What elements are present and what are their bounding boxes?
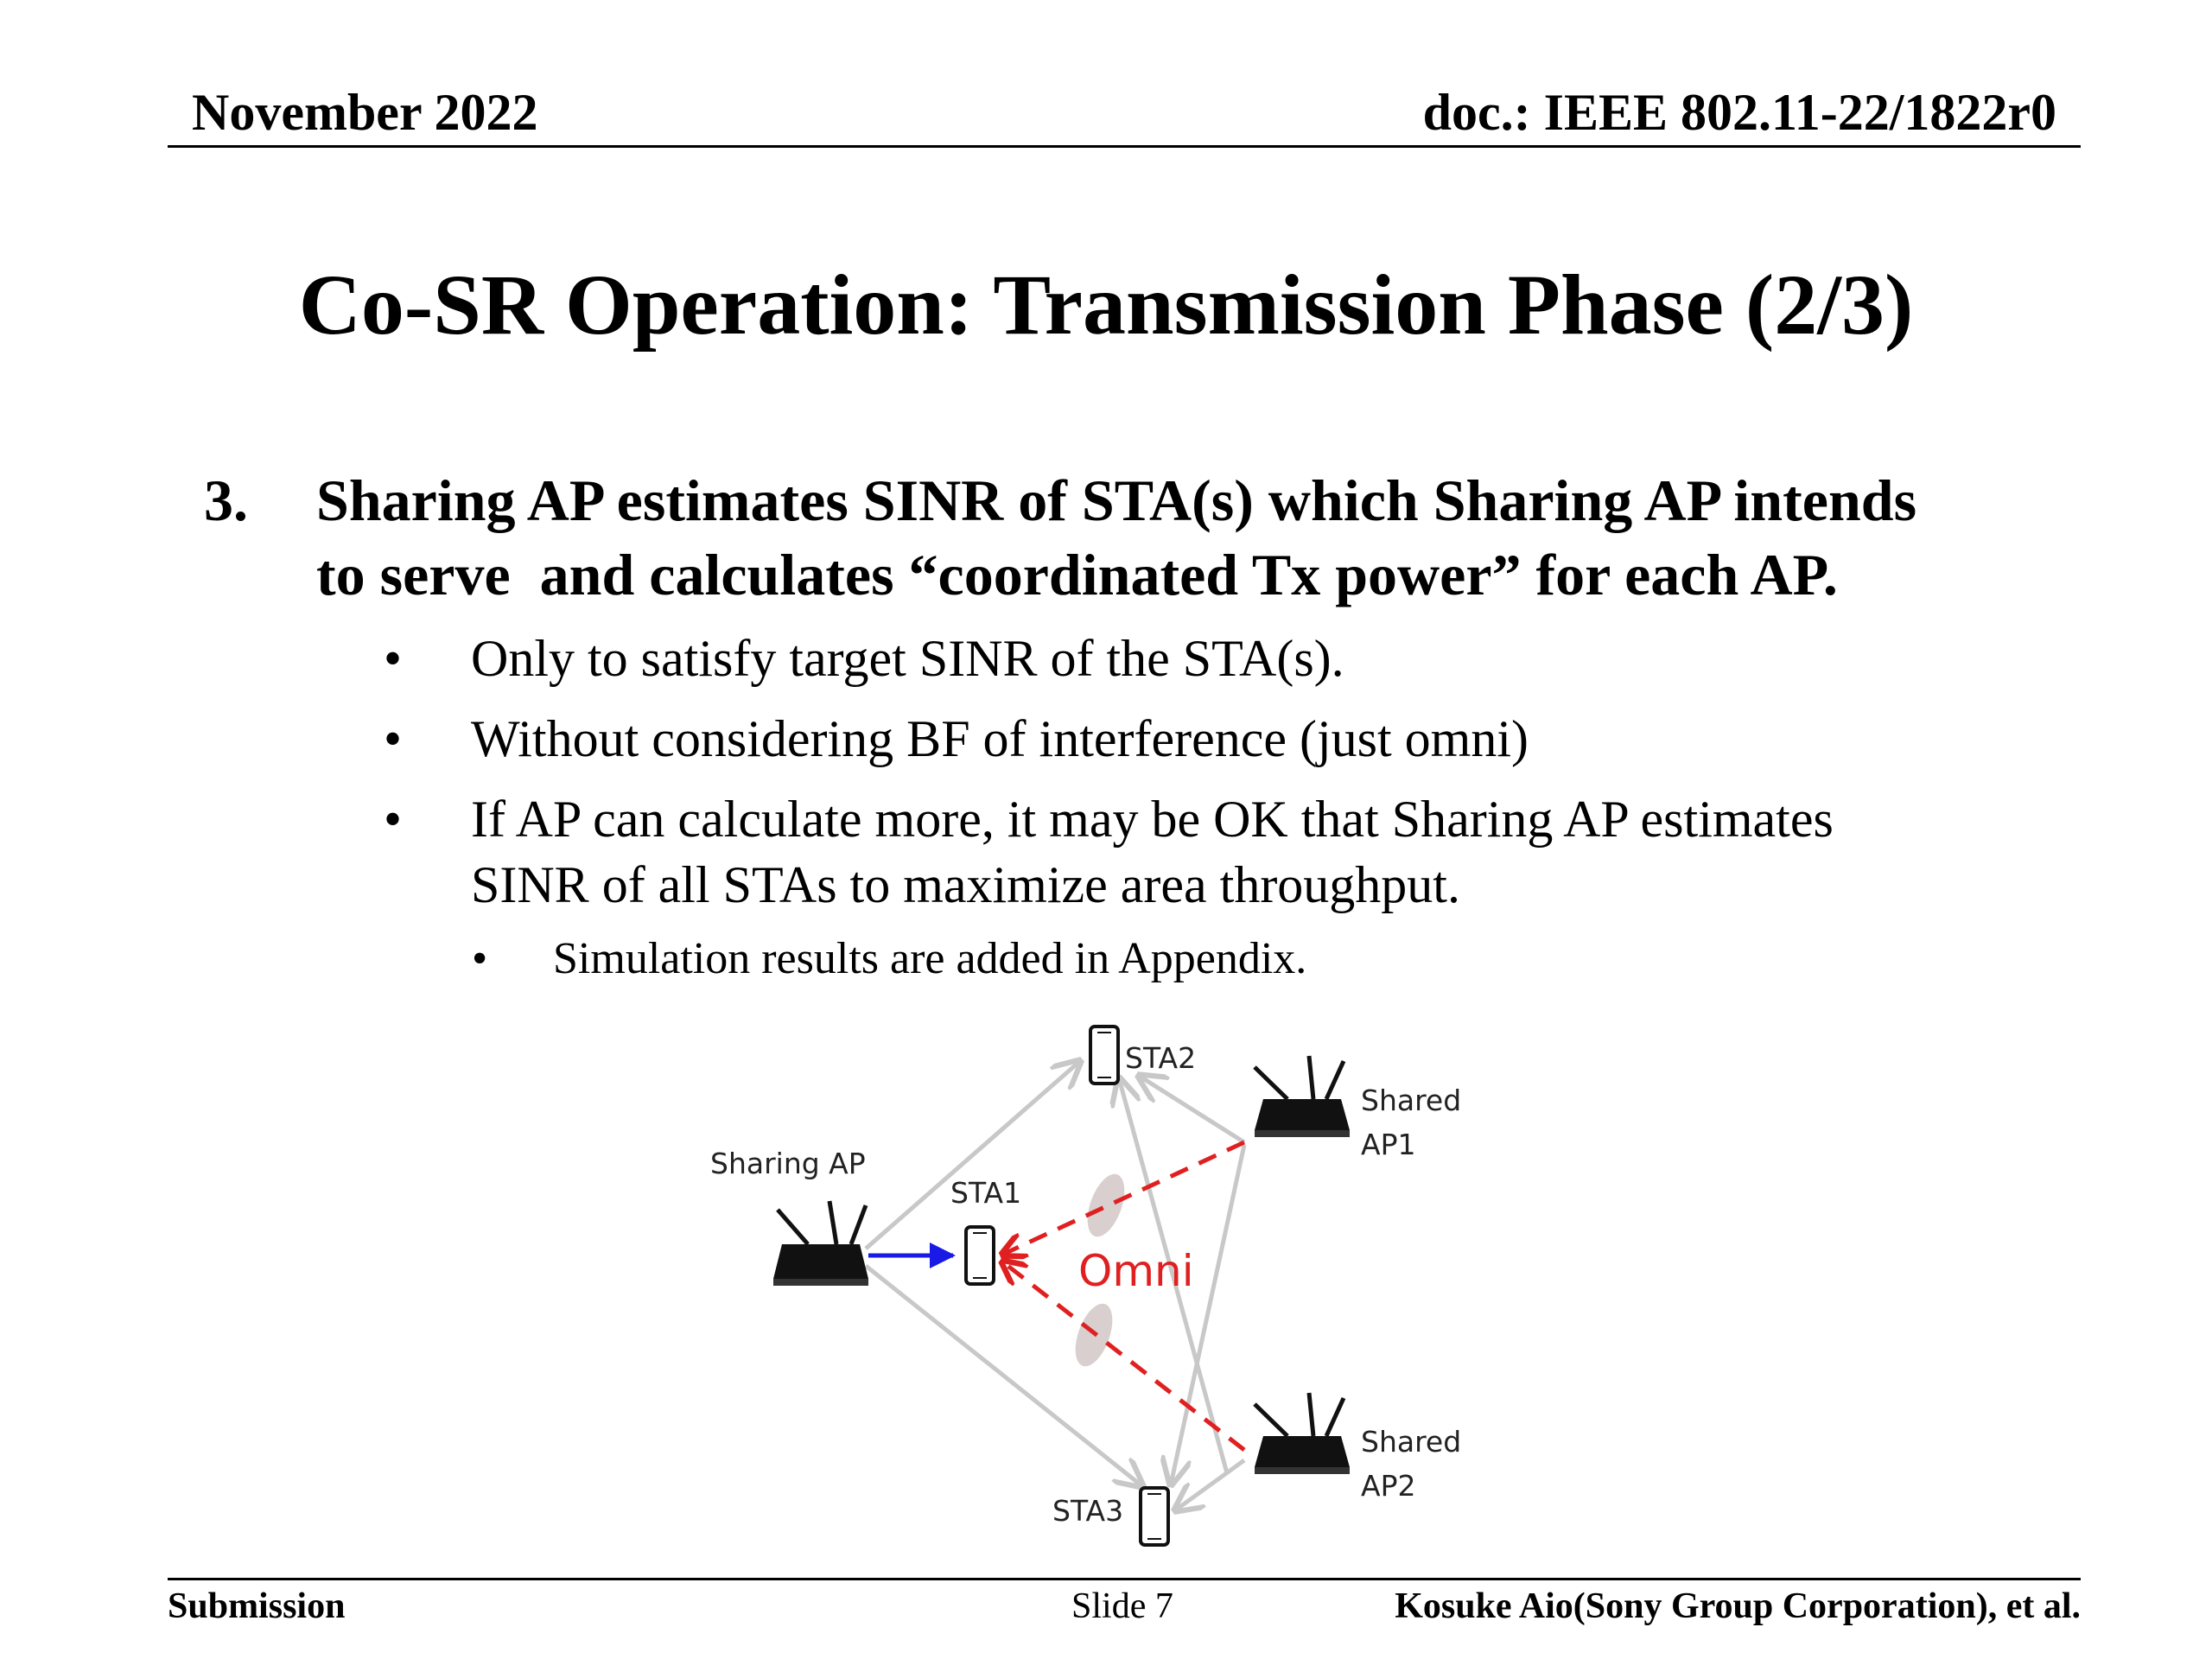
sharing-ap-router-icon (773, 1201, 868, 1286)
slide-title: Co-SR Operation: Transmission Phase (2/3) (298, 257, 1914, 353)
label-sta3: STA3 (1052, 1494, 1124, 1528)
bullet-line: If AP can calculate more, it may be OK that Sharing AP estimates (471, 791, 1834, 848)
bullet-item: Without considering BF of interference (just omni) (471, 710, 1529, 767)
link-shared-ap2-sta3 (1175, 1460, 1244, 1510)
link-sharing-ap-sta3 (866, 1266, 1142, 1486)
label-shared-ap1-id: AP1 (1361, 1128, 1416, 1161)
step-line-2: to serve and calculates “coordinated Tx power” for each AP. (316, 542, 1838, 607)
bullet-marker: • (384, 630, 403, 687)
shared-ap2-router-icon (1255, 1393, 1350, 1474)
omni-pattern-upper (1080, 1169, 1132, 1242)
sta2-phone-icon (1090, 1027, 1118, 1084)
step-number: 3. (204, 467, 248, 533)
label-sharing-ap: Sharing AP (710, 1147, 866, 1180)
label-sta1: STA1 (950, 1176, 1022, 1210)
label-shared-ap2-id: AP2 (1361, 1469, 1416, 1503)
link-sharing-ap-sta2 (866, 1061, 1080, 1249)
label-omni: Omni (1078, 1246, 1194, 1296)
footer-slide-number: Slide 7 (1071, 1586, 1173, 1626)
step-line-1: Sharing AP estimates SINR of STA(s) which Sharing AP intends (316, 467, 1917, 533)
bullet-marker: • (384, 710, 403, 767)
bullet-line: SINR of all STAs to maximize area throughput. (471, 856, 1460, 913)
footer-submission: Submission (168, 1586, 346, 1626)
sta3-phone-icon (1141, 1488, 1168, 1545)
bullet-marker: • (384, 791, 403, 848)
subbullet-marker: • (472, 934, 488, 983)
label-shared-ap2: Shared (1361, 1425, 1462, 1459)
subbullet-item: Simulation results are added in Appendix. (553, 934, 1307, 983)
label-shared-ap1: Shared (1361, 1084, 1462, 1117)
footer-rule (168, 1578, 2081, 1580)
sta1-phone-icon (966, 1227, 994, 1284)
header-doc-id: doc.: IEEE 802.11-22/1822r0 (1422, 84, 2056, 141)
shared-ap1-router-icon (1255, 1056, 1350, 1137)
label-sta2: STA2 (1125, 1041, 1197, 1075)
interference-shared-ap1-sta1 (1002, 1142, 1244, 1255)
header-date: November 2022 (192, 84, 538, 141)
bullet-item: Only to satisfy target SINR of the STA(s). (471, 630, 1344, 687)
footer-authors: Kosuke Aio(Sony Group Corporation), et al. (1395, 1586, 2081, 1626)
link-shared-ap1-sta2 (1139, 1076, 1244, 1142)
